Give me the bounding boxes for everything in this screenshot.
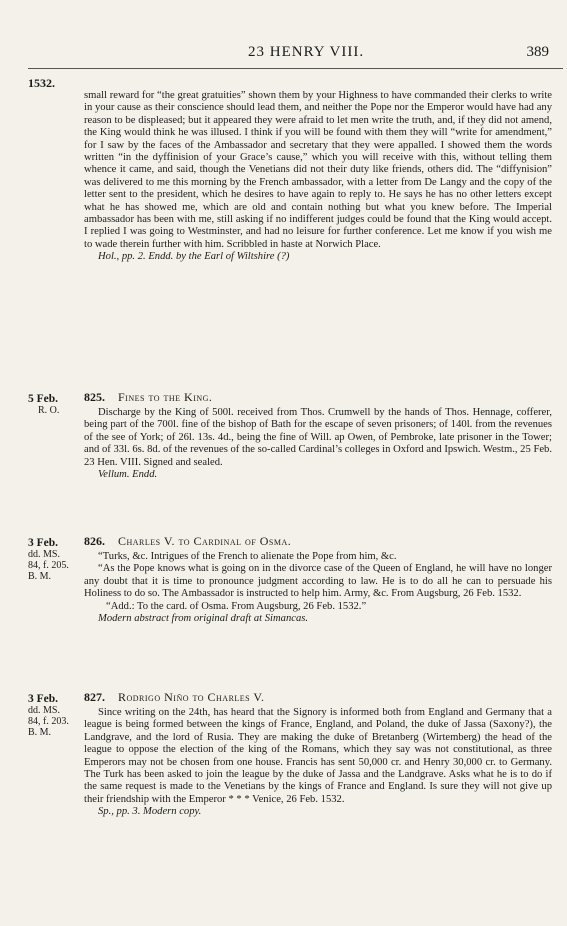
entry-paragraph: Discharge by the King of 500l. received from Thos. Crumwell by the hands of Thos. Hennage, cofferer, being part of the 700l. fine of the bishop of Bath for the escape of seven prisoners; of 140l. from the revenues of the see of York; of 26l. 13s. 4d., being the fine of Will. ap Owen, of Pembroke, late prisoner in the Tower; and of 33l. 6s. 8d. of the revenues of the so-called Cardinal’s colleges in Oxford and Ipswich. Westm., 25 Feb. 23 Hen. VIII. Signed and sealed.: [84, 407, 552, 468]
entry-margin: [28, 694, 80, 738]
entry-note: Vellum. Endd.: [98, 469, 158, 481]
entry-title: Rodrigo Niño to Charles V.: [118, 690, 265, 704]
entry-paragraph: Since writing on the 24th, has heard that the Signory is informed both from England and Germany that a league is being formed between the kings of France, England, and Poland, the duke of Jassa (Saxony?), the Landgrave, and the lord of Rusia. They are making the duke of Bretanberg (Wirtemberg) the head of the league to oppose the election of the king of the Romans, which they say was not constitutional, as three Emperors may not be chosen from one house. Francis has sent 50,000 cr. and Henry 30,000 cr. to Germany. The Turk has been asked to join the league by the duke of Jassa and the Landgrave. Asks what he is to do if the same request is made to the Venetians by the kings of France and England. Is sure they will not give up their friendship with the Emperor * * * Venice, 26 Feb. 1532.: [84, 707, 552, 805]
running-title: 23 HENRY VIII.: [248, 44, 365, 60]
entry-heading: [84, 534, 552, 548]
entry-note: Modern abstract from original draft at Simancas.: [98, 613, 309, 625]
continuation-note: Hol., pp. 2. Endd. by the Earl of Wiltshire (?): [98, 251, 290, 263]
entry-margin: [28, 394, 80, 416]
entry-number: 825.: [84, 390, 105, 404]
continuation-text: small reward for “the great gratuities” shown them by your Highness to have commanded their clerks to write in your cause as their conscience should lead them, and neither the Pope nor the Emperor would have had any reason to be displeased; but it appeared they were afraid to let men write the truth, and, if they did not amend, the King would think he was illused. I think if you will be found with them they will “write for amendment,” for I saw by the faces of the Ambassador and secretary that they were appalled. I showed them the words written “in the dyffinision of your Grace’s cause,” which you will receive with this, without telling them whence it came, and said, though the Venetians did not their duty like friends, others did. The “diffynision” was delivered to me this morning by the French ambassador, with a letter from De Langy and the copy of the letter sent to the president, which he desires to have again to reply to. He says he has no other letters except what he has showed me, which are old and contain nothing but what you knew before. The Imperial ambassador has been with me, still asking if no indifferent judges could be found that the King would accept. I replied I was going to Westminster, and had no leisure for further conference. Let me know if you wish me to wade therein further with him. Scribbled in haste at Norwich Place.: [84, 90, 552, 250]
entry-title: Fines to the King.: [118, 390, 213, 404]
entry-number: 826.: [84, 534, 105, 548]
entry-note: Sp., pp. 3. Modern copy.: [98, 806, 202, 818]
margin-ref: R. O.: [38, 405, 60, 416]
running-header: [0, 44, 567, 64]
entry-number: 827.: [84, 690, 105, 704]
entry-body: [84, 390, 552, 481]
page-number: 389: [526, 44, 549, 60]
entry-margin: [28, 538, 80, 582]
entry-title: Charles V. to Cardinal of Osma.: [118, 534, 292, 548]
margin-date: 3 Feb.: [28, 537, 59, 549]
entry-paragraph: “Turks, &c. Intrigues of the French to alienate the Pope from him, &c.: [98, 551, 397, 562]
header-rule: [28, 68, 563, 69]
continuation-block: [84, 90, 552, 264]
margin-ref: dd. MS. 84, f. 203. B. M.: [28, 705, 69, 738]
margin-ref: dd. MS. 84, f. 205. B. M.: [28, 549, 69, 582]
entry-paragraph: “Add.: To the card. of Osma. From Augsburg, 26 Feb. 1532.”: [106, 600, 367, 612]
margin-date: 5 Feb.: [28, 393, 59, 405]
entry-body: [84, 690, 552, 819]
entry-paragraph: “As the Pope knows what is going on in the divorce case of the Queen of England, he will have no longer any doubt that it is time to pronounce judgment according to law. He is to do all he can to persuade his Holiness to do so. The Ambassador is instructed to help him. Army, &c. From Augsburg, 26 Feb. 1532.: [84, 563, 552, 600]
margin-year: 1532.: [28, 76, 55, 90]
entry-heading: [84, 390, 552, 404]
entry-body: [84, 534, 552, 625]
entry-heading: [84, 690, 552, 704]
margin-date: 3 Feb.: [28, 693, 59, 705]
